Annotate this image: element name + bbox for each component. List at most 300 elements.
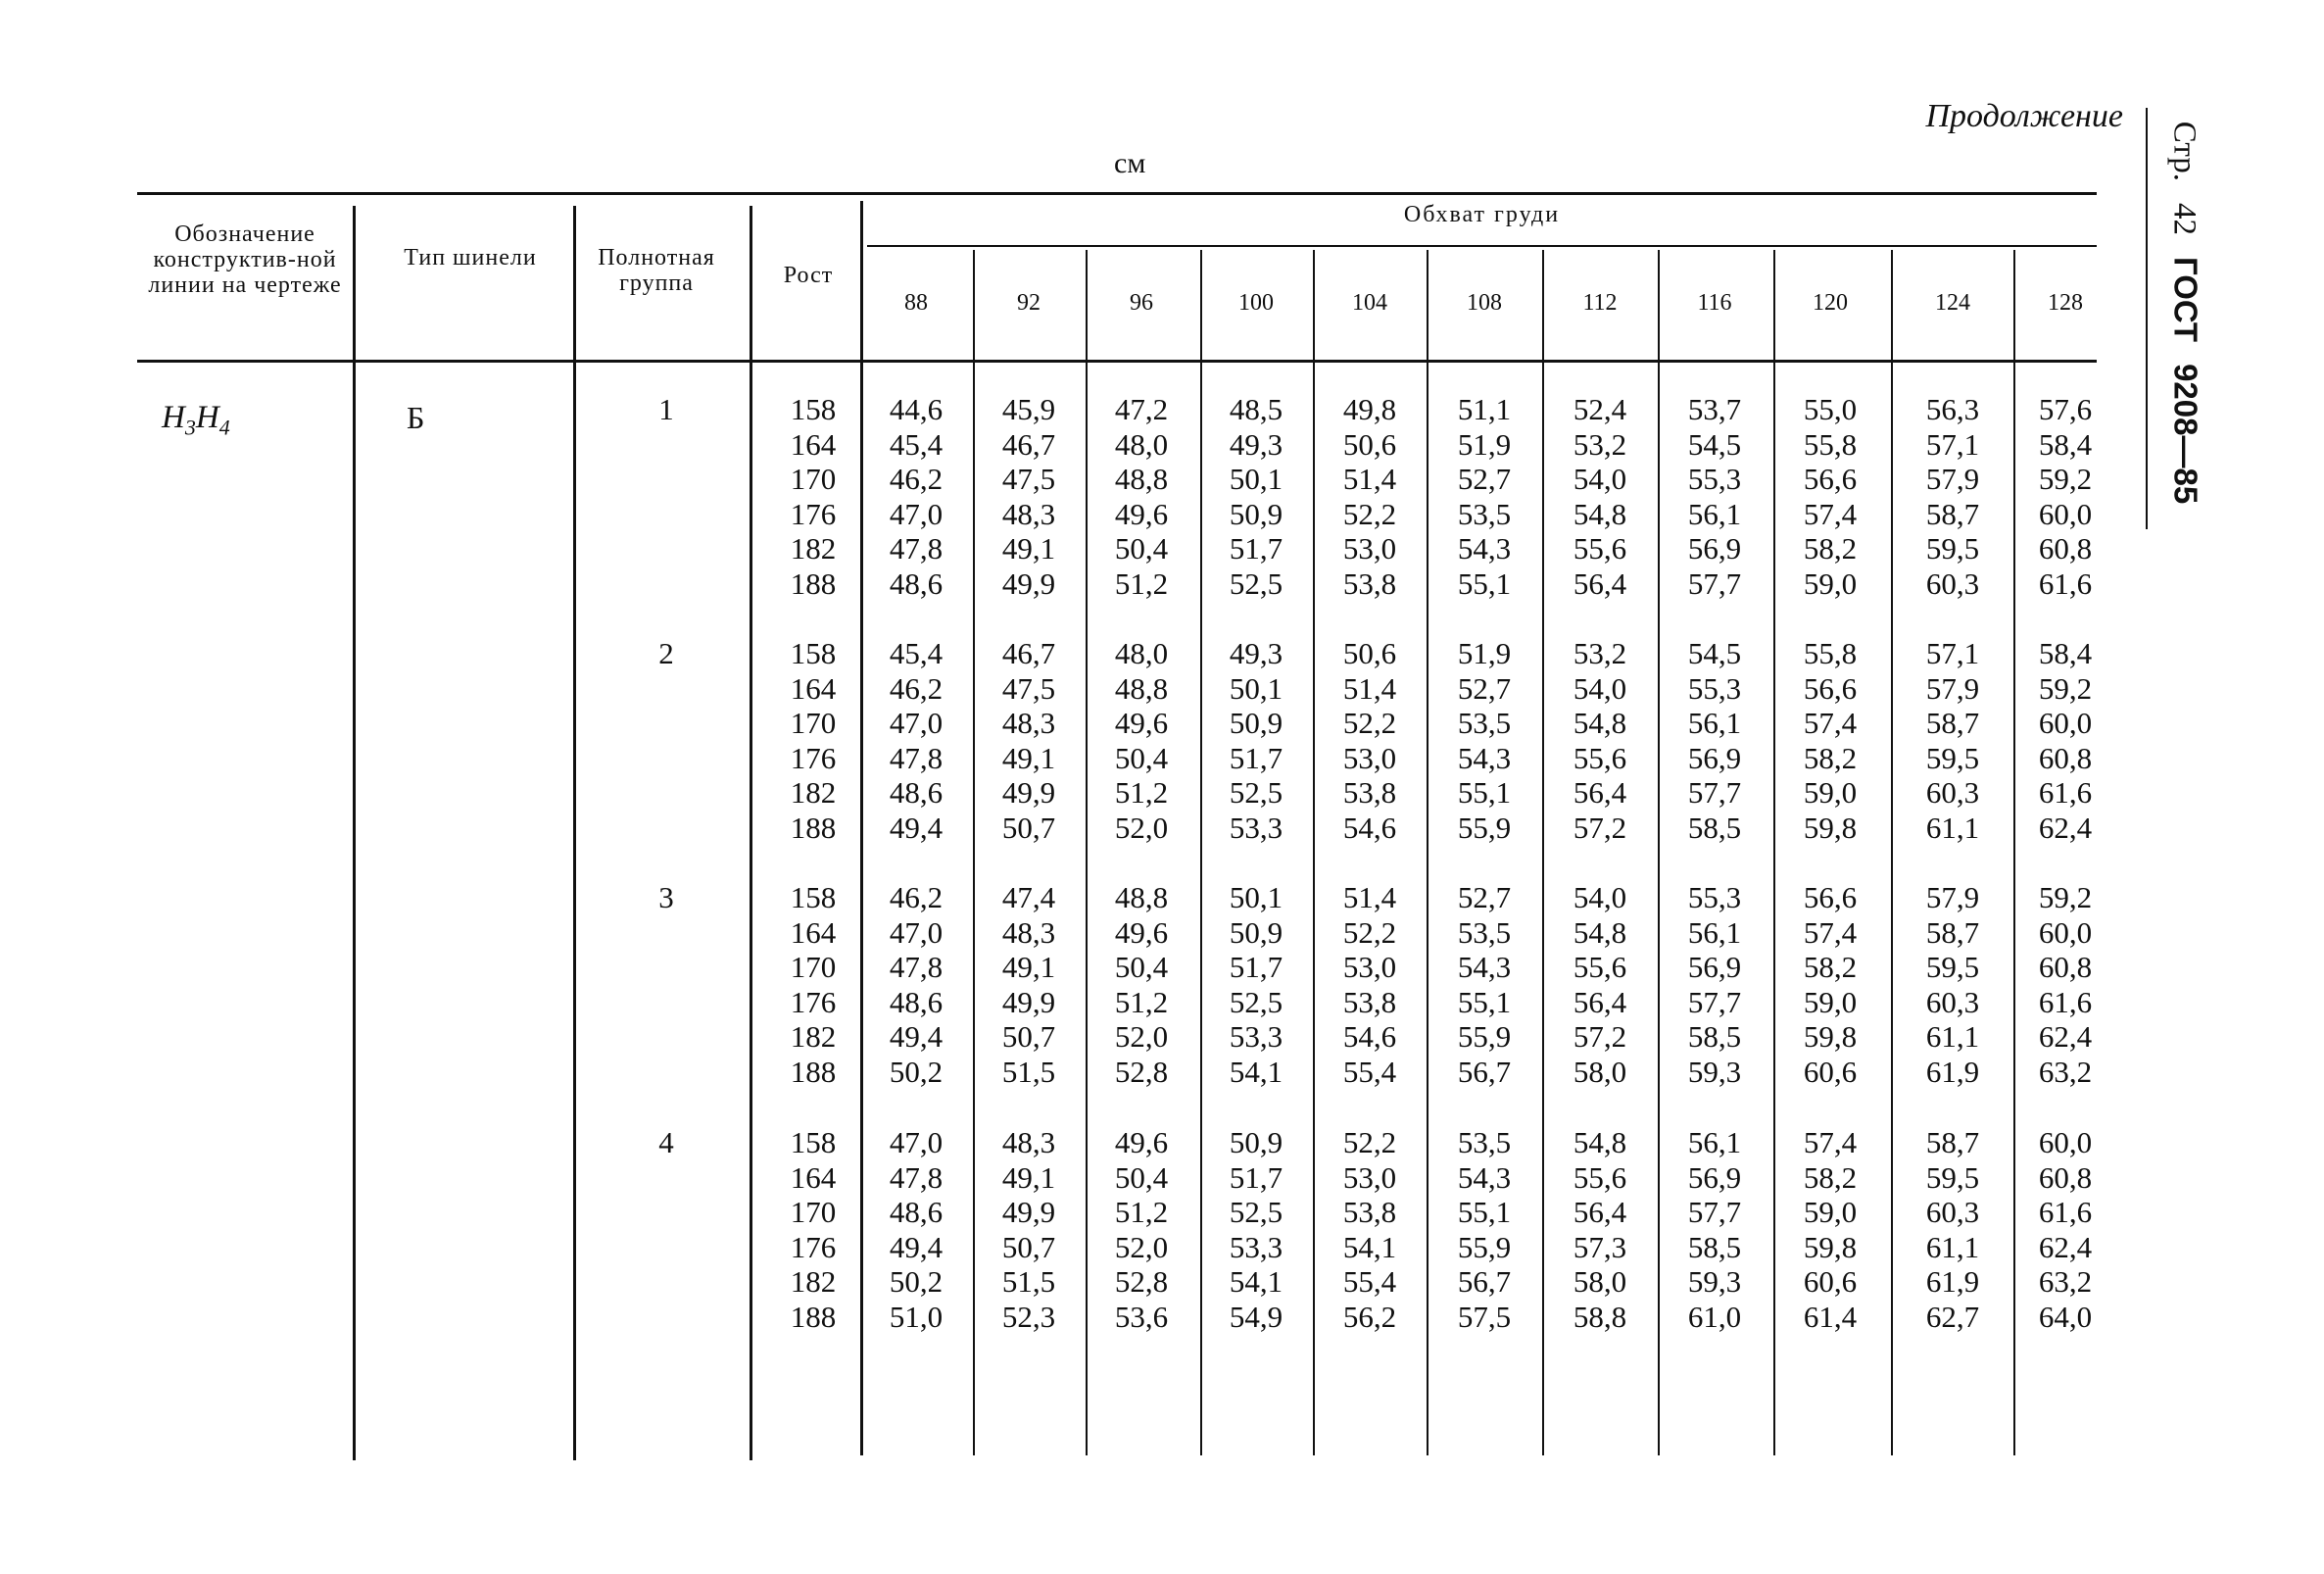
table-cell: 46,7 (1001, 426, 1056, 462)
table-cell: 49,6 (1114, 706, 1169, 740)
table-cell: 58,5 (1687, 1229, 1742, 1264)
table-cell: 50,9 (1229, 706, 1283, 740)
value-column (1207, 880, 1305, 1089)
table-cell: 53,5 (1457, 914, 1512, 950)
table-top-rule (137, 192, 2097, 195)
table-cell: 51,2 (1114, 1195, 1169, 1229)
table-cell: 48,0 (1114, 426, 1169, 462)
table-cell: 60,8 (2038, 740, 2093, 775)
table-cell: 59,8 (1803, 1229, 1858, 1264)
height-column (774, 1125, 852, 1334)
height-value: 170 (790, 706, 837, 740)
height-value: 188 (790, 810, 837, 845)
chest-size-header: 100 (1238, 290, 1274, 316)
table-cell: 51,7 (1229, 531, 1283, 566)
table-cell: 54,3 (1457, 740, 1512, 775)
construction-line-designation: $Н_3Н_4$ (162, 400, 230, 440)
table-cell: 59,8 (1803, 1019, 1858, 1054)
table-cell: 55,9 (1457, 1019, 1512, 1054)
table-cell: 56,3 (1925, 392, 1980, 426)
table-cell: 57,9 (1925, 880, 1980, 914)
table-cell: 53,3 (1229, 810, 1283, 845)
table-cell: 53,2 (1573, 636, 1627, 670)
table-cell: 60,3 (1925, 566, 1980, 601)
value-column (1551, 636, 1649, 845)
table-cell: 51,4 (1342, 880, 1397, 914)
value-column (867, 392, 965, 601)
table-cell: 50,1 (1229, 880, 1283, 914)
value-column (1904, 636, 2002, 845)
table-cell: 56,4 (1573, 775, 1627, 810)
table-cell: 57,4 (1803, 706, 1858, 740)
table-cell: 55,0 (1803, 392, 1858, 426)
table-cell: 50,6 (1342, 636, 1397, 670)
value-col-rule (1427, 250, 1428, 1455)
table-cell: 58,2 (1803, 740, 1858, 775)
table-cell: 48,3 (1001, 706, 1056, 740)
table-cell: 49,4 (889, 810, 944, 845)
value-column (1666, 880, 1764, 1089)
value-column (2016, 636, 2114, 845)
table-cell: 55,1 (1457, 566, 1512, 601)
table-cell: 60,0 (2038, 706, 2093, 740)
table-cell: 60,6 (1803, 1054, 1858, 1089)
table-cell: 61,6 (2038, 1195, 2093, 1229)
table-cell: 59,5 (1925, 740, 1980, 775)
table-cell: 59,2 (2038, 462, 2093, 496)
chest-size-header: 88 (904, 290, 928, 316)
table-cell: 55,4 (1342, 1054, 1397, 1089)
table-cell: 47,8 (889, 950, 944, 984)
table-cell: 58,0 (1573, 1054, 1627, 1089)
table-cell: 49,8 (1342, 392, 1397, 426)
table-cell: 49,9 (1001, 984, 1056, 1019)
table-cell: 50,1 (1229, 670, 1283, 706)
table-cell: 57,2 (1573, 1019, 1627, 1054)
value-column (1435, 636, 1533, 845)
height-value: 188 (790, 1299, 837, 1334)
table-cell: 59,2 (2038, 880, 2093, 914)
height-value: 176 (790, 496, 837, 531)
chest-size-header: 92 (1017, 290, 1041, 316)
height-value: 164 (790, 914, 837, 950)
value-column (1551, 392, 1649, 601)
page-number: 42 (2166, 202, 2203, 235)
table-cell: 50,7 (1001, 1229, 1056, 1264)
value-column (1092, 636, 1190, 845)
table-cell: 53,0 (1342, 950, 1397, 984)
table-cell: 48,8 (1114, 670, 1169, 706)
table-cell: 48,6 (889, 775, 944, 810)
table-cell: 57,2 (1573, 810, 1627, 845)
table-cell: 61,6 (2038, 984, 2093, 1019)
value-column (1781, 392, 1879, 601)
table-cell: 51,5 (1001, 1054, 1056, 1089)
table-cell: 54,1 (1342, 1229, 1397, 1264)
table-cell: 59,3 (1687, 1264, 1742, 1299)
table-cell: 54,8 (1573, 496, 1627, 531)
table-cell: 55,6 (1573, 740, 1627, 775)
table-cell: 63,2 (2038, 1054, 2093, 1089)
table-cell: 59,0 (1803, 1195, 1858, 1229)
value-column (1207, 392, 1305, 601)
table-cell: 54,5 (1687, 636, 1742, 670)
header-height: Рост (783, 263, 834, 288)
table-cell: 61,9 (1925, 1054, 1980, 1089)
table-cell: 50,4 (1114, 740, 1169, 775)
table-cell: 55,6 (1573, 531, 1627, 566)
value-col-rule (973, 250, 975, 1455)
table-cell: 56,1 (1687, 1125, 1742, 1159)
table-cell: 57,1 (1925, 636, 1980, 670)
table-cell: 60,8 (2038, 531, 2093, 566)
table-cell: 53,8 (1342, 775, 1397, 810)
side-page-header (2155, 108, 2214, 539)
table-cell: 52,5 (1229, 984, 1283, 1019)
table-cell: 51,2 (1114, 775, 1169, 810)
value-col-rule (1891, 250, 1893, 1455)
table-cell: 55,1 (1457, 984, 1512, 1019)
table-cell: 56,1 (1687, 914, 1742, 950)
table-cell: 50,2 (889, 1264, 944, 1299)
table-cell: 52,2 (1342, 706, 1397, 740)
doc-number: 9208—85 (2167, 364, 2204, 505)
table-cell: 53,5 (1457, 496, 1512, 531)
table-cell: 61,6 (2038, 775, 2093, 810)
table-cell: 54,9 (1229, 1299, 1283, 1334)
table-cell: 49,6 (1114, 1125, 1169, 1159)
table-cell: 60,3 (1925, 1195, 1980, 1229)
continuation-label: Продолжение (1925, 98, 2123, 134)
table-cell: 55,8 (1803, 636, 1858, 670)
table-cell: 52,0 (1114, 1019, 1169, 1054)
table-cell: 56,4 (1573, 1195, 1627, 1229)
value-column (980, 392, 1078, 601)
table-cell: 62,4 (2038, 1019, 2093, 1054)
table-cell: 55,1 (1457, 1195, 1512, 1229)
standard-label: ГОСТ (2167, 256, 2204, 343)
value-column (1092, 880, 1190, 1089)
table-cell: 49,6 (1114, 496, 1169, 531)
table-cell: 52,8 (1114, 1264, 1169, 1299)
height-value: 182 (790, 1264, 837, 1299)
table-cell: 60,0 (2038, 1125, 2093, 1159)
table-cell: 58,8 (1573, 1299, 1627, 1334)
table-cell: 60,8 (2038, 950, 2093, 984)
table-cell: 59,0 (1803, 566, 1858, 601)
table-cell: 54,6 (1342, 1019, 1397, 1054)
table-cell: 58,7 (1925, 706, 1980, 740)
value-col-rule (2013, 250, 2015, 1455)
table-cell: 50,7 (1001, 810, 1056, 845)
height-value: 158 (790, 1125, 837, 1159)
table-cell: 47,0 (889, 1125, 944, 1159)
value-col-rule (1542, 250, 1544, 1455)
table-cell: 57,3 (1573, 1229, 1627, 1264)
value-col-rule (1313, 250, 1315, 1455)
value-column (1781, 1125, 1879, 1334)
table-cell: 48,3 (1001, 496, 1056, 531)
table-cell: 55,8 (1803, 426, 1858, 462)
table-cell: 49,9 (1001, 1195, 1056, 1229)
height-value: 182 (790, 1019, 837, 1054)
table-cell: 47,0 (889, 706, 944, 740)
table-cell: 50,7 (1001, 1019, 1056, 1054)
table-cell: 50,4 (1114, 950, 1169, 984)
table-cell: 55,3 (1687, 880, 1742, 914)
table-cell: 53,8 (1342, 566, 1397, 601)
table-cell: 48,5 (1229, 392, 1283, 426)
table-cell: 58,7 (1925, 914, 1980, 950)
value-column (1904, 880, 2002, 1089)
table-cell: 54,8 (1573, 1125, 1627, 1159)
chest-size-header: 104 (1352, 290, 1387, 316)
table-cell: 61,0 (1687, 1299, 1742, 1334)
table-cell: 56,4 (1573, 984, 1627, 1019)
table-cell: 56,1 (1687, 706, 1742, 740)
table-cell: 52,2 (1342, 1125, 1397, 1159)
table-cell: 48,0 (1114, 636, 1169, 670)
table-cell: 59,5 (1925, 1159, 1980, 1195)
table-cell: 52,2 (1342, 496, 1397, 531)
height-column (774, 392, 852, 601)
table-cell: 49,1 (1001, 950, 1056, 984)
value-column (1435, 1125, 1533, 1334)
table-cell: 48,8 (1114, 462, 1169, 496)
fullness-group-number: 1 (658, 392, 674, 426)
height-value: 176 (790, 740, 837, 775)
height-value: 182 (790, 775, 837, 810)
table-cell: 47,8 (889, 740, 944, 775)
chest-size-header: 96 (1130, 290, 1153, 316)
table-cell: 54,8 (1573, 914, 1627, 950)
table-cell: 57,4 (1803, 1125, 1858, 1159)
value-col-rule (1773, 250, 1775, 1455)
table-cell: 57,5 (1457, 1299, 1512, 1334)
value-column (2016, 392, 2114, 601)
table-cell: 45,4 (889, 426, 944, 462)
table-cell: 51,7 (1229, 950, 1283, 984)
table-cell: 59,8 (1803, 810, 1858, 845)
table-cell: 48,8 (1114, 880, 1169, 914)
table-cell: 56,7 (1457, 1264, 1512, 1299)
chest-size-header: 124 (1935, 290, 1970, 316)
height-value: 158 (790, 392, 837, 426)
table-cell: 53,2 (1573, 426, 1627, 462)
chest-header-rule (867, 245, 2097, 247)
table-cell: 58,2 (1803, 1159, 1858, 1195)
chest-size-header: 128 (2048, 290, 2083, 316)
table-cell: 49,4 (889, 1229, 944, 1264)
table-cell: 52,2 (1342, 914, 1397, 950)
table-cell: 53,3 (1229, 1019, 1283, 1054)
table-cell: 53,0 (1342, 740, 1397, 775)
table-cell: 54,3 (1457, 1159, 1512, 1195)
table-cell: 47,5 (1001, 462, 1056, 496)
header-designation: Обозначение конструктив-ной линии на чертеже (148, 221, 342, 298)
table-cell: 52,0 (1114, 1229, 1169, 1264)
height-value: 176 (790, 1229, 837, 1264)
table-cell: 55,4 (1342, 1264, 1397, 1299)
table-cell: 61,1 (1925, 1229, 1980, 1264)
table-cell: 57,7 (1687, 566, 1742, 601)
value-column (1551, 1125, 1649, 1334)
table-cell: 50,9 (1229, 1125, 1283, 1159)
table-cell: 49,9 (1001, 566, 1056, 601)
value-column (1207, 636, 1305, 845)
value-column (980, 636, 1078, 845)
table-cell: 51,2 (1114, 984, 1169, 1019)
height-value: 164 (790, 426, 837, 462)
value-column (1666, 1125, 1764, 1334)
table-cell: 61,9 (1925, 1264, 1980, 1299)
table-cell: 56,2 (1342, 1299, 1397, 1334)
table-cell: 55,6 (1573, 1159, 1627, 1195)
table-cell: 53,5 (1457, 706, 1512, 740)
value-column (1321, 1125, 1419, 1334)
value-col-rule (1086, 250, 1088, 1455)
page-label: Стр. (2166, 121, 2203, 181)
header-type: Тип шинели (404, 245, 537, 271)
table-cell: 44,6 (889, 392, 944, 426)
value-column (980, 1125, 1078, 1334)
table-cell: 51,4 (1342, 462, 1397, 496)
table-cell: 50,4 (1114, 1159, 1169, 1195)
table-cell: 51,9 (1457, 636, 1512, 670)
value-col-rule (1200, 250, 1202, 1455)
table-cell: 58,4 (2038, 636, 2093, 670)
table-cell: 53,8 (1342, 984, 1397, 1019)
table-cell: 57,6 (2038, 392, 2093, 426)
table-cell: 56,9 (1687, 531, 1742, 566)
table-cell: 47,0 (889, 914, 944, 950)
table-cell: 49,9 (1001, 775, 1056, 810)
table-cell: 49,1 (1001, 1159, 1056, 1195)
table-cell: 52,5 (1229, 1195, 1283, 1229)
table-cell: 60,3 (1925, 775, 1980, 810)
value-column (1781, 636, 1879, 845)
table-cell: 57,4 (1803, 496, 1858, 531)
table-cell: 47,0 (889, 496, 944, 531)
table-cell: 56,9 (1687, 740, 1742, 775)
table-cell: 55,3 (1687, 462, 1742, 496)
table-cell: 48,3 (1001, 914, 1056, 950)
table-cell: 48,3 (1001, 1125, 1056, 1159)
table-cell: 53,0 (1342, 531, 1397, 566)
height-value: 164 (790, 1159, 837, 1195)
chest-size-header: 112 (1582, 290, 1618, 316)
table-cell: 47,2 (1114, 392, 1169, 426)
table-cell: 57,7 (1687, 775, 1742, 810)
table-cell: 55,6 (1573, 950, 1627, 984)
value-column (1092, 392, 1190, 601)
table-cell: 47,8 (889, 1159, 944, 1195)
table-cell: 54,1 (1229, 1264, 1283, 1299)
table-cell: 52,7 (1457, 880, 1512, 914)
table-cell: 58,7 (1925, 1125, 1980, 1159)
table-cell: 59,0 (1803, 775, 1858, 810)
table-cell: 54,1 (1229, 1054, 1283, 1089)
table-cell: 55,1 (1457, 775, 1512, 810)
table-cell: 55,9 (1457, 1229, 1512, 1264)
table-cell: 50,9 (1229, 496, 1283, 531)
table-cell: 55,9 (1457, 810, 1512, 845)
table-cell: 58,2 (1803, 531, 1858, 566)
table-cell: 50,6 (1342, 426, 1397, 462)
table-cell: 46,7 (1001, 636, 1056, 670)
col-rule-group (750, 206, 752, 1460)
table-cell: 46,2 (889, 670, 944, 706)
value-column (1321, 880, 1419, 1089)
table-cell: 63,2 (2038, 1264, 2093, 1299)
table-cell: 48,6 (889, 1195, 944, 1229)
table-cell: 52,8 (1114, 1054, 1169, 1089)
table-cell: 54,8 (1573, 706, 1627, 740)
table-cell: 51,4 (1342, 670, 1397, 706)
table-cell: 48,6 (889, 984, 944, 1019)
table-cell: 46,2 (889, 880, 944, 914)
table-cell: 51,1 (1457, 392, 1512, 426)
fullness-group-number: 3 (658, 880, 674, 914)
table-cell: 56,1 (1687, 496, 1742, 531)
table-cell: 58,5 (1687, 1019, 1742, 1054)
table-cell: 52,3 (1001, 1299, 1056, 1334)
table-cell: 61,1 (1925, 1019, 1980, 1054)
table-cell: 59,5 (1925, 531, 1980, 566)
table-cell: 60,0 (2038, 914, 2093, 950)
table-cell: 57,7 (1687, 1195, 1742, 1229)
table-cell: 49,3 (1229, 636, 1283, 670)
height-value: 176 (790, 984, 837, 1019)
value-column (867, 880, 965, 1089)
col-rule-height (860, 201, 863, 1455)
value-column (1781, 880, 1879, 1089)
table-cell: 52,5 (1229, 566, 1283, 601)
value-column (1321, 392, 1419, 601)
table-cell: 50,2 (889, 1054, 944, 1089)
height-value: 170 (790, 1195, 837, 1229)
col-rule-designation (353, 206, 356, 1460)
table-cell: 57,7 (1687, 984, 1742, 1019)
table-cell: 54,3 (1457, 950, 1512, 984)
value-column (1551, 880, 1649, 1089)
table-cell: 56,6 (1803, 670, 1858, 706)
table-cell: 58,7 (1925, 496, 1980, 531)
table-cell: 47,5 (1001, 670, 1056, 706)
table-cell: 52,7 (1457, 670, 1512, 706)
table-cell: 52,4 (1573, 392, 1627, 426)
table-cell: 54,5 (1687, 426, 1742, 462)
table-cell: 54,0 (1573, 462, 1627, 496)
table-cell: 45,4 (889, 636, 944, 670)
table-cell: 49,4 (889, 1019, 944, 1054)
value-column (1207, 1125, 1305, 1334)
table-cell: 64,0 (2038, 1299, 2093, 1334)
table-cell: 51,9 (1457, 426, 1512, 462)
height-value: 170 (790, 462, 837, 496)
table-cell: 50,4 (1114, 531, 1169, 566)
table-cell: 49,1 (1001, 531, 1056, 566)
table-cell: 50,9 (1229, 914, 1283, 950)
table-cell: 58,0 (1573, 1264, 1627, 1299)
table-cell: 54,6 (1342, 810, 1397, 845)
table-cell: 48,6 (889, 566, 944, 601)
table-cell: 47,4 (1001, 880, 1056, 914)
table-cell: 49,1 (1001, 740, 1056, 775)
value-column (1904, 392, 2002, 601)
header-fullness-group: Полнотная группа (598, 245, 715, 296)
value-column (980, 880, 1078, 1089)
